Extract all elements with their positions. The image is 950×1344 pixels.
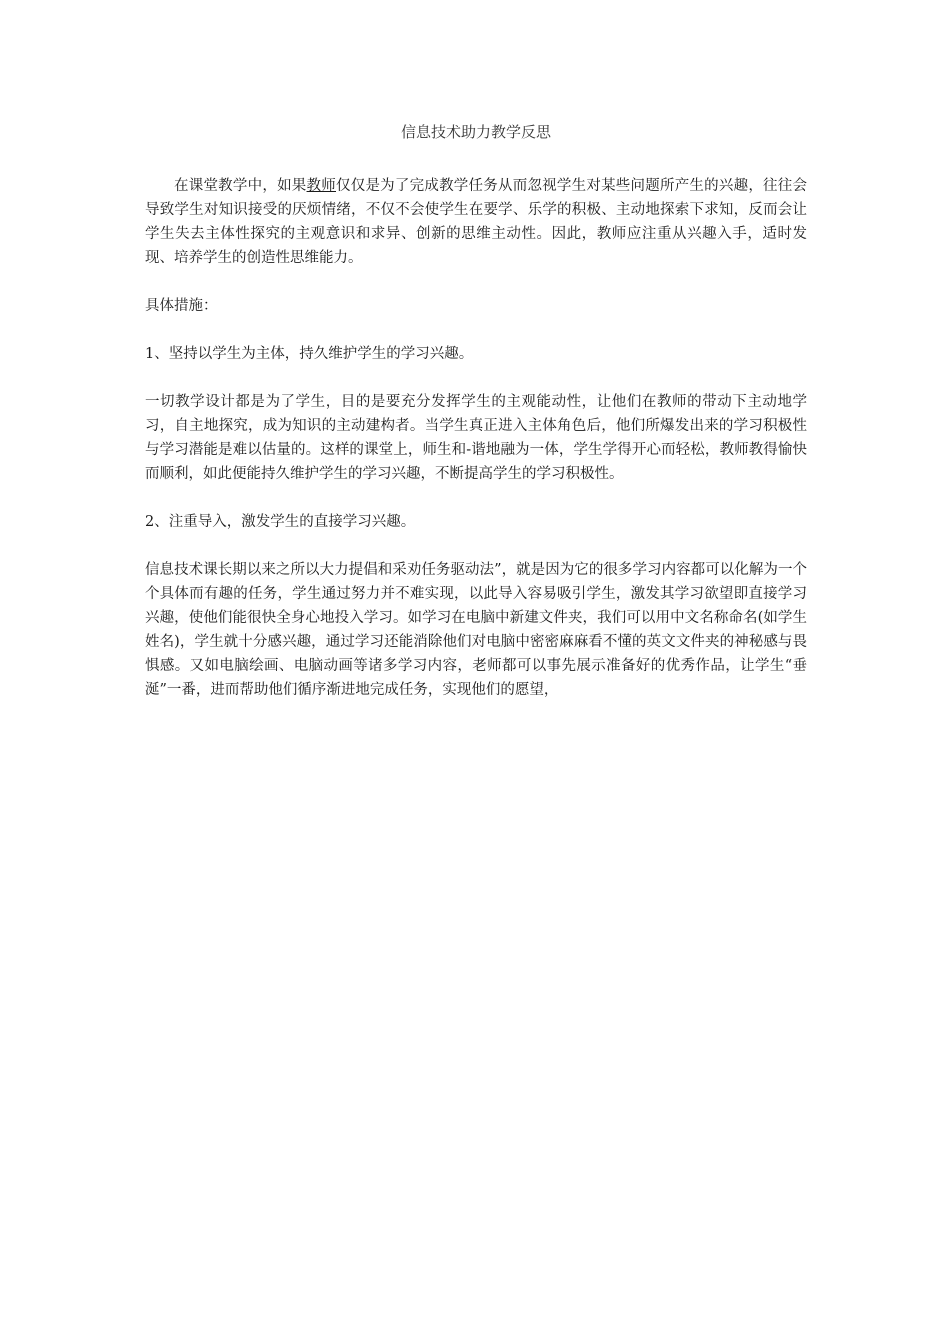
document-title: 信息技术助力教学反思 <box>400 123 551 141</box>
section-2-heading: 2、注重导入，激发学生的直接学习兴趣。 <box>145 514 416 530</box>
intro-paragraph <box>145 174 807 270</box>
intro-underlined-word: 教师 <box>306 178 336 194</box>
section-1-body: 一切教学设计都是为了学生，目的是要充分发挥学生的主观能动性，让他们在教师的带动下主动地学习，自主地探究，成为知识的主动建构者。当学生真正进入主体角色后，他们所爆发出来的学习积极性与学习潜能是难以估量的。这样的课堂上，师生和-谐地融为一体，学生学得开心而轻松，教师教得愉快而顺利，如此便能持久维护学生的学习兴趣，不断提高学生的学习积极性。 <box>145 394 807 482</box>
document-content <box>145 120 807 726</box>
intro-text-after: 仅仅是为了完成教学任务从而忽视学生对某些问题所产生的兴趣，往往会导致学生对知识接受的厌烦情绪，不仅不会使学生在要学、乐学的积极、主动地探索下求知，反而会让学生失去主体性探究的主观意识和求异、创新的思维主动性。因此，教师应注重从兴趣入手，适时发现、培养学生的创造性思维能力。 <box>145 178 808 266</box>
intro-text-before: 在课堂教学中，如果 <box>174 178 307 194</box>
measures-heading: 具体措施： <box>145 298 218 314</box>
section-2-body: 信息技术课长期以来之所以大力提倡和采劝任务驱动法”，就是因为它的很多学习内容都可以化解为一个个具体而有趣的任务，学生通过努力并不难实现，以此导入容易吸引学生，激发其学习欲望即直接学习兴趣，使他们能很快全身心地投入学习。如学习在电脑中新建文件夹，我们可以用中文名称命名(如学生姓名)，学生就十分感兴趣，通过学习还能消除他们对电脑中密密麻麻看不懂的英文文件夹的神秘感与畏惧感。又如电脑绘画、电脑动画等诸多学习内容，老师都可以事先展示准备好的优秀作品，让学生“垂涎”一番，进而帮助他们循序渐进地完成任务，实现他们的愿望， <box>145 562 807 698</box>
section-1-heading: 1、坚持以学生为主体，持久维护学生的学习兴趣。 <box>145 346 474 362</box>
